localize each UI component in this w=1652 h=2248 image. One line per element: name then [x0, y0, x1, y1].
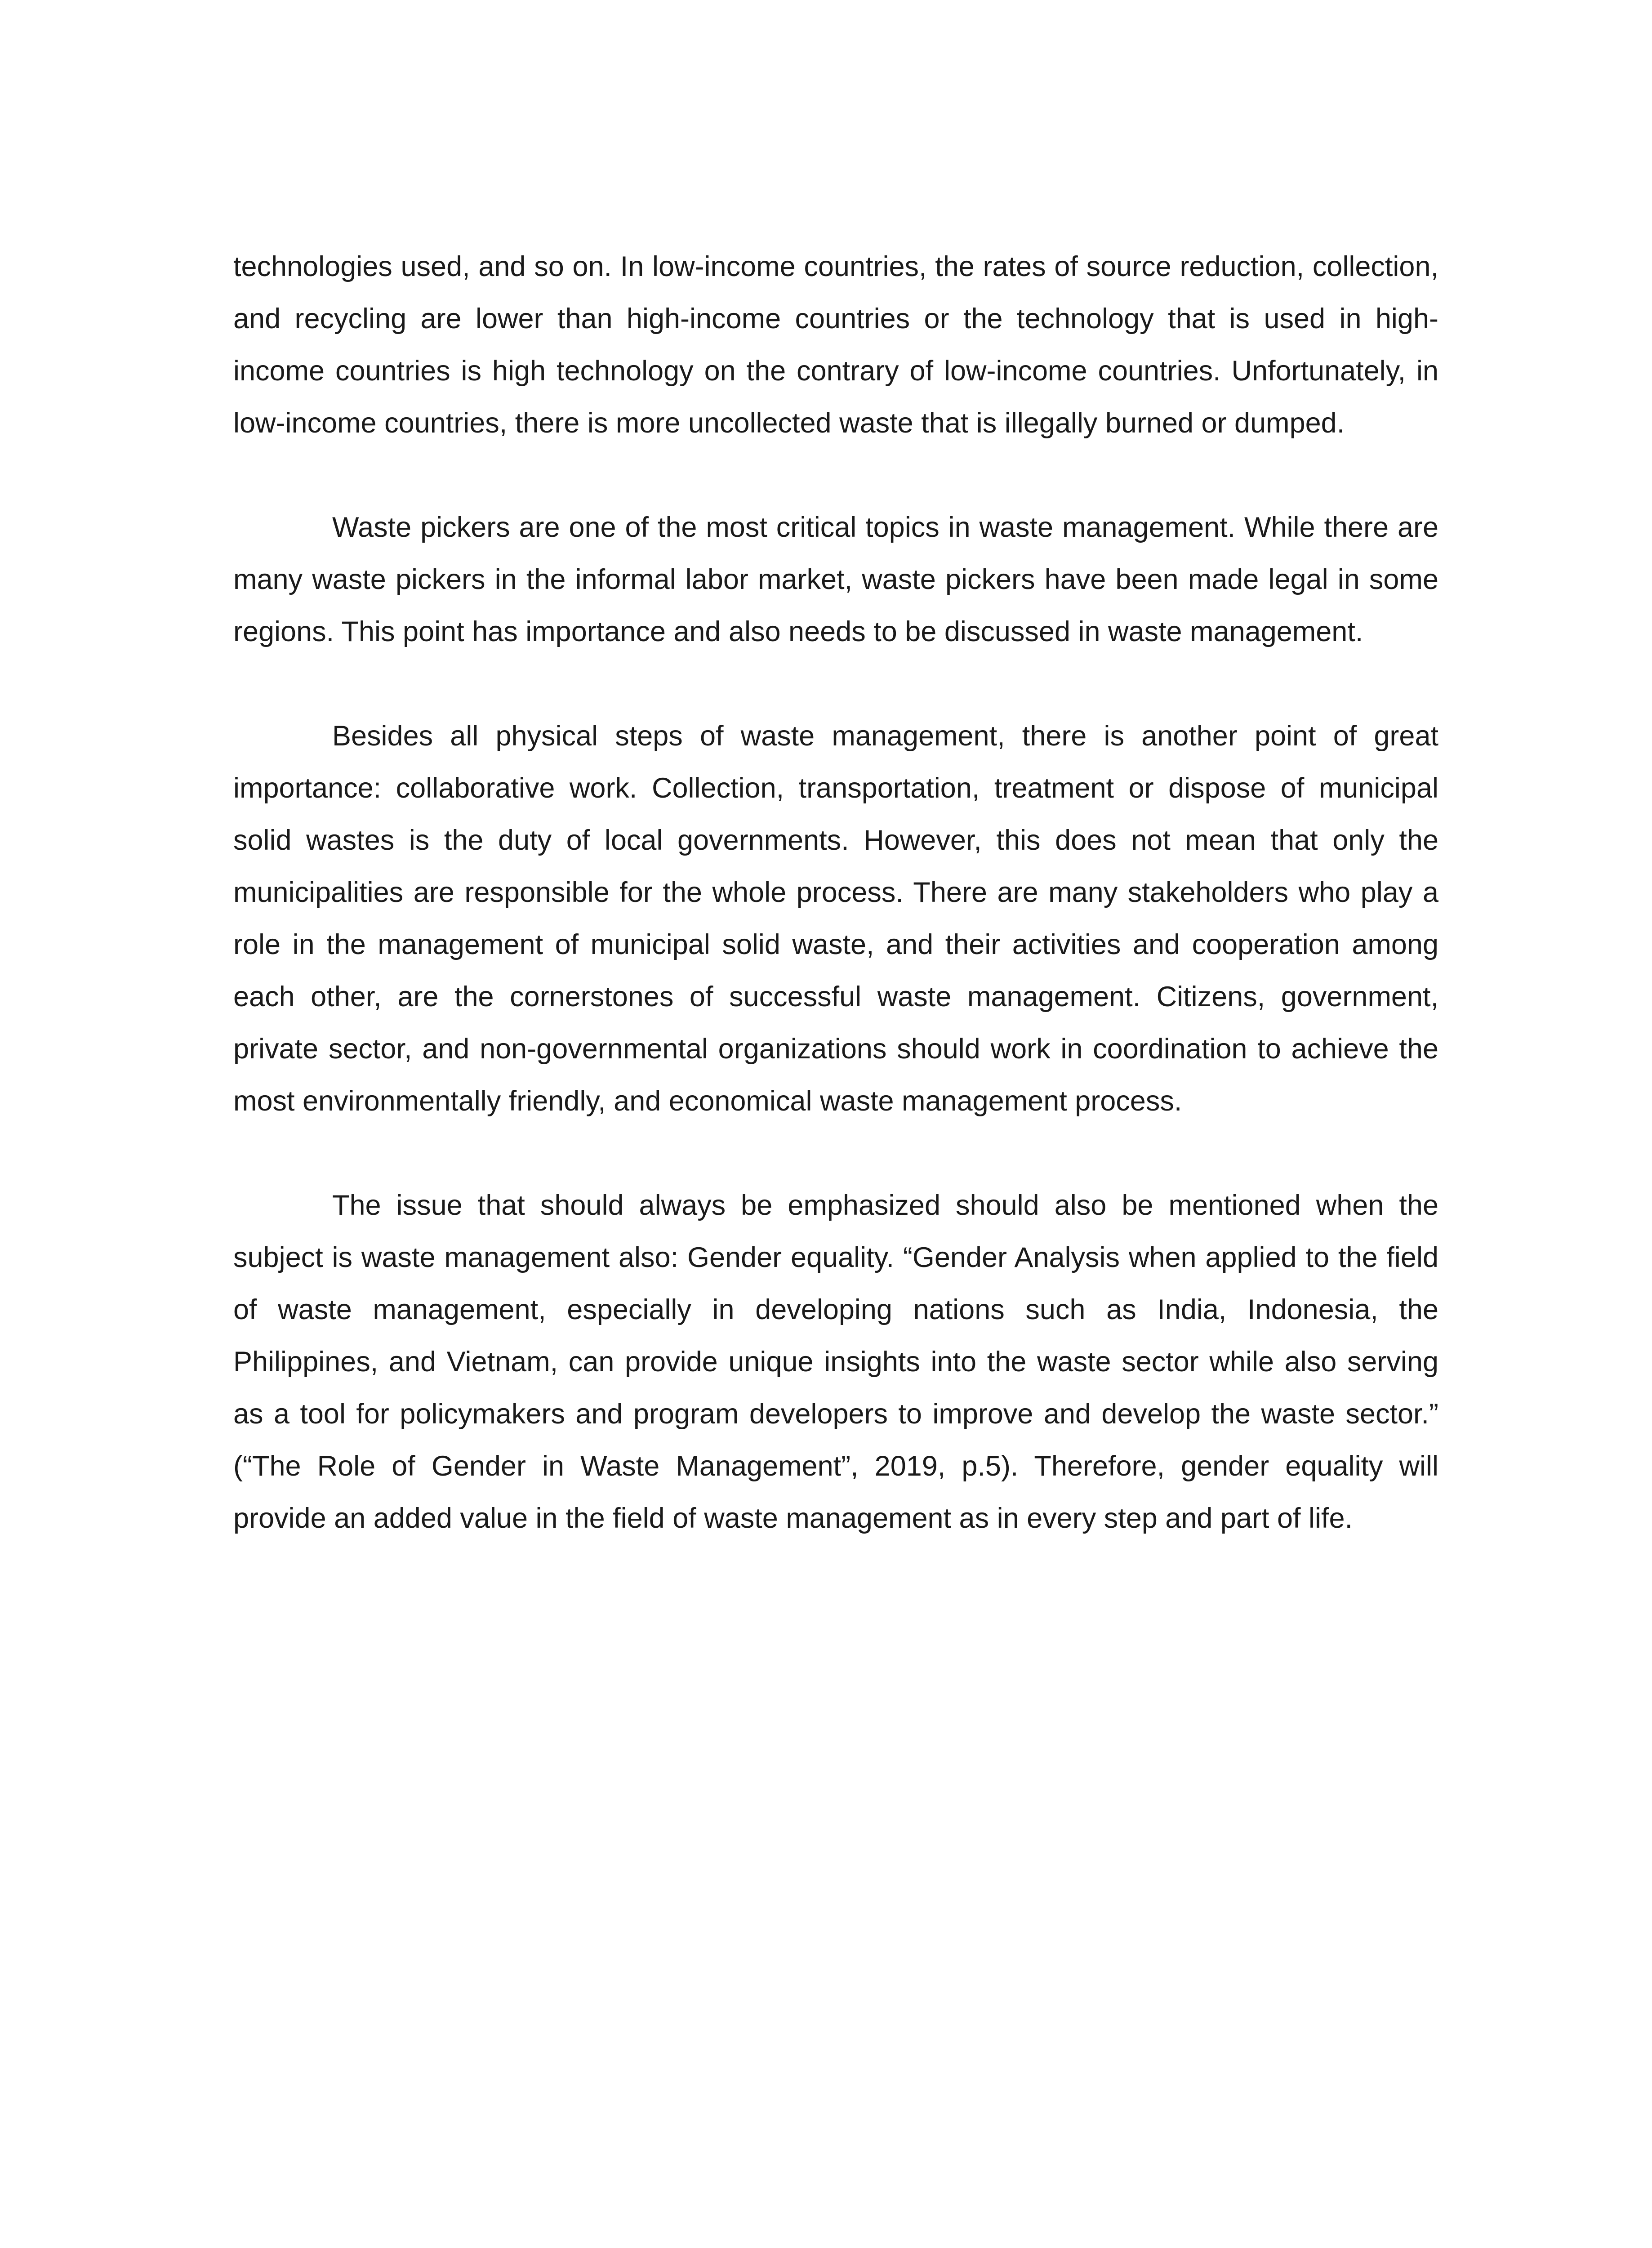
body-text	[233, 241, 1438, 1597]
paragraph-collaborative-work: Besides all physical steps of waste management, there is another point of great importance: collaborative work. Collection, transportation, treatment or dispose of municipal solid wastes is the duty of local governments. However, this does not mean that only the municipalities are responsible for the whole process. There are many stakeholders who play a role in the management of municipal solid waste, and their activities and cooperation among each other, are the cornerstones of successful waste management. Citizens, government, private sector, and non-governmental organizations should work in coordination to achieve the most environmentally friendly, and economical waste management process.	[233, 720, 1438, 1117]
paragraph-gender-equality: The issue that should always be emphasized should also be mentioned when the subject is waste management also: Gender equality. “Gender Analysis when applied to the field of waste management, especially in developing nations such as India, Indonesia, the Philippines, and Vietnam, can provide unique insights into the waste sector while also serving as a tool for policymakers and program developers to improve and develop the waste sector.” (“The Role of Gender in Waste Management”, 2019, p.5). Therefore, gender equality will provide an added value in the field of waste management as in every step and part of life.	[233, 1190, 1438, 1534]
paragraph-continuation: technologies used, and so on. In low-income countries, the rates of source reduction, collection, and recycling are lower than high-income countries or the technology that is used in high-income countries is high technology on the contrary of low-income countries. Unfortunately, in low-income countries, there is more uncollected waste that is illegally burned or dumped.	[233, 251, 1438, 439]
paragraph-waste-pickers: Waste pickers are one of the most critical topics in waste management. While there are many waste pickers in the informal labor market, waste pickers have been made legal in some regions. This point has importance and also needs to be discussed in waste management.	[233, 512, 1438, 647]
